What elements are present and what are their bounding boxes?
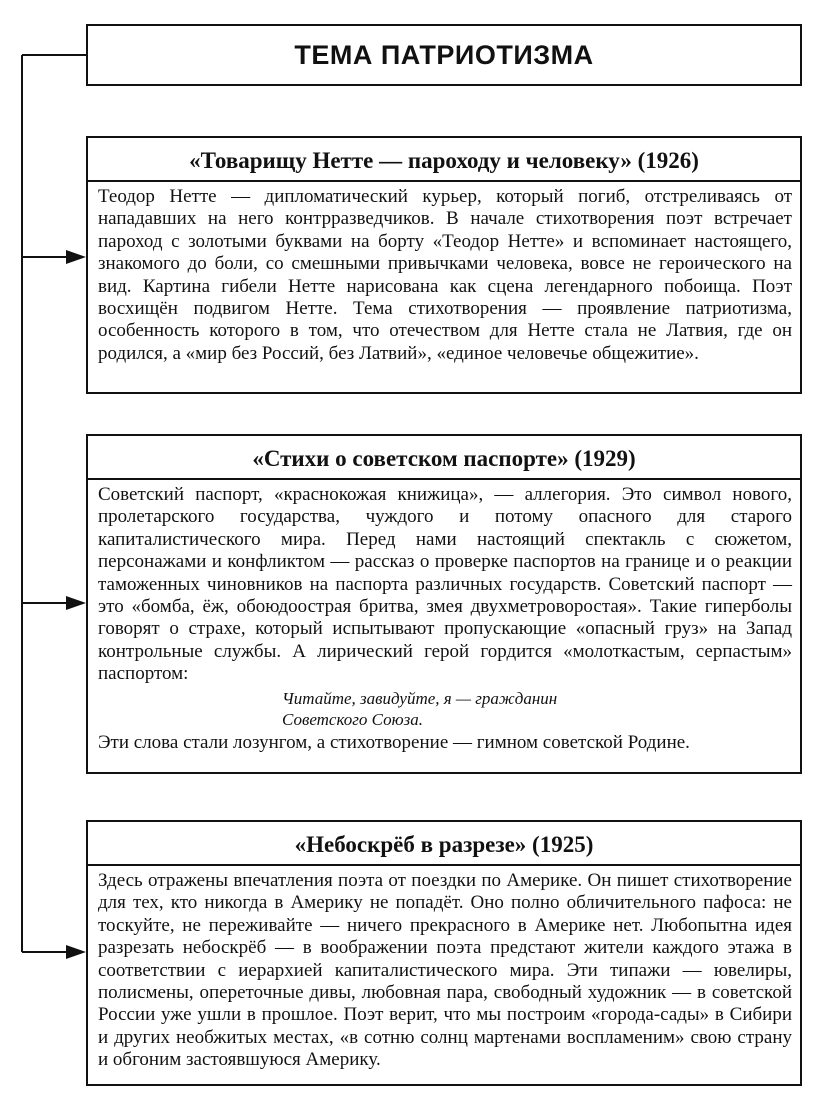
poem-card-nette	[86, 136, 802, 394]
connector-arrowhead-3	[66, 945, 86, 959]
poem-card-skyscraper	[86, 820, 802, 1086]
main-title: ТЕМА ПАТРИОТИЗМА	[294, 39, 594, 70]
connector-arrowhead-1	[66, 250, 86, 264]
connector-arrowhead-2	[66, 596, 86, 610]
card-description: Советский паспорт, «краснокожая книжица», — аллегория. Это символ нового, пролетарского государства, чуждого и потому опасного для старого капиталистического мира. Перед нами настоящий спектакль с сюжетом, персонажами и конфликтом — рассказ о проверке паспортов на границе и о реакции таможенных чиновников на паспорта различных государств. Советский паспорт — это «бомба, ёж, обоюдоострая бритва, змея двухметроворостая». Такие гиперболы говорят о страхе, который испытывают пропускающие «опасный груз» на Запад контрольные службы. А лирический герой гордится «молоткастым, серпастым» паспортом:	[98, 484, 792, 685]
poem-quote-line: Читайте, завидуйте, я — гражданин	[282, 688, 558, 708]
main-title-box	[86, 24, 802, 86]
card-title: «Стихи о советском паспорте» (1929)	[88, 436, 800, 480]
poem-quote	[98, 688, 792, 731]
card-conclusion: Эти слова стали лозунгом, а стихотворение — гимном советской Родине.	[98, 732, 690, 754]
card-description: Теодор Нетте — дипломатический курьер, который погиб, отстреливаясь от нападавших на него контрразведчиков. В начале стихотворения поэт встречает пароход с золотыми буквами на борту «Теодор Нетте» и вспоминает настоящего, знакомого до боли, со смешными привычками человека, вовсе не героического на вид. Картина гибели Нетте нарисована как сцена легендарного побоища. Поэт восхищён подвигом Нетте. Тема стихотворения — проявление патриотизма, особенность которого в том, что отечеством для Нетте стала не Латвия, где он родился, а «мир без Россий, без Латвий», «единое человечье общежитие».	[98, 186, 792, 364]
poem-quote-line: Советского Союза.	[282, 709, 423, 729]
card-description: Здесь отражены впечатления поэта от поездки по Америке. Он пишет стихотворение для тех, кто никогда в Америку не попадёт. Оно полно обличительного пафоса: не тоскуйте, не переживайте — ничего прекрасного в Америке нет. Любопытна идея разрезать небоскрёб — в воображении поэта предстают жители каждого этажа в соответствии с иерархией капиталистического мира. Эти типажи — ювелиры, полисмены, опереточные дивы, любовная пара, свободный художник — в советской России уже ушли в прошлое. Поэт верит, что мы построим «города-сады» в Сибири и других необжитых местах, «в сотню солнц мартенами воспламеним» свою страну и обгоним застоявшуюся Америку.	[98, 870, 792, 1071]
card-title: «Небоскрёб в разрезе» (1925)	[88, 822, 800, 866]
card-title: «Товарищу Нетте — пароходу и человеку» (1926)	[88, 138, 800, 182]
poem-card-passport	[86, 434, 802, 774]
card-content	[88, 480, 800, 763]
